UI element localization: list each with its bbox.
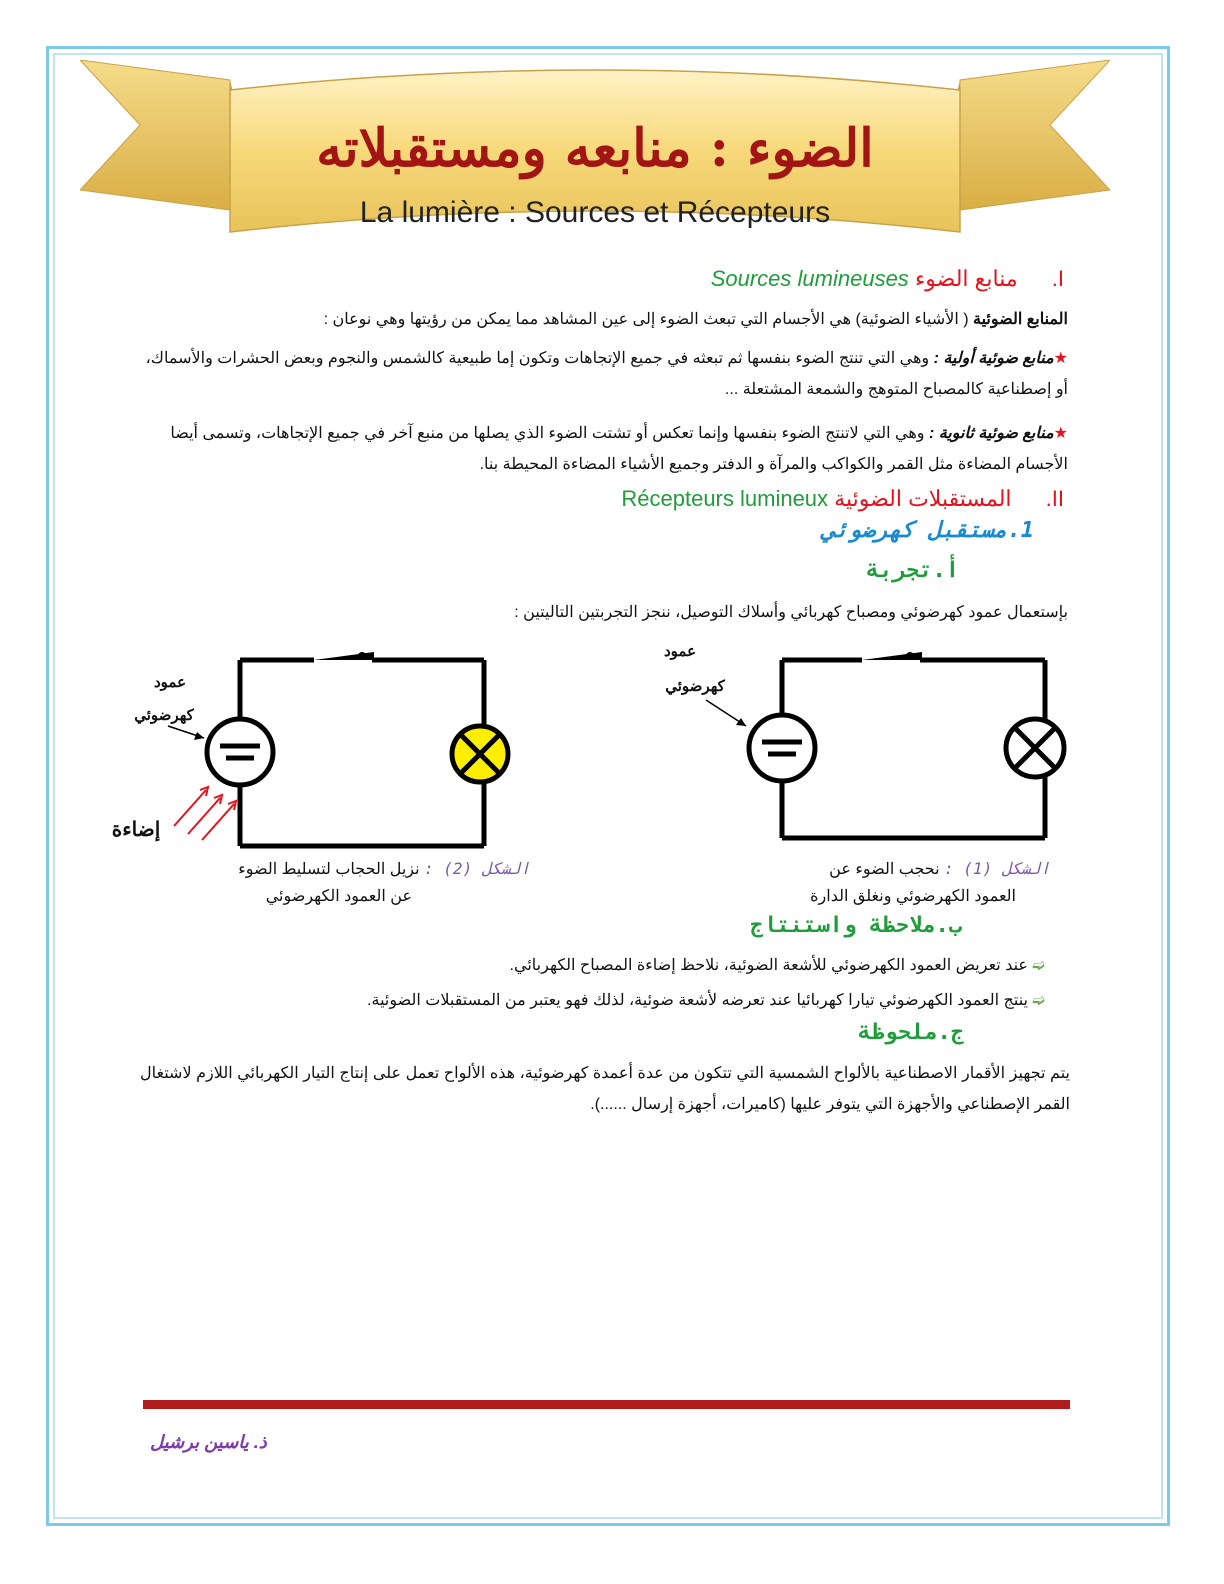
observation-2-text: ينتج العمود الكهرضوئي تيارا كهربائيا عند تعرضه لأشعة ضوئية، لذلك فهو يعتبر من المستقبلات الضوئية. xyxy=(367,992,1028,1009)
photocell-symbol xyxy=(207,719,273,785)
section2-heading xyxy=(364,486,1064,512)
footer-divider xyxy=(143,1400,1070,1409)
fig2-caption xyxy=(150,855,530,910)
check-arrow-icon: ➫ xyxy=(1032,992,1045,1009)
fig2-photocell-label-1: عمود xyxy=(153,674,187,691)
fig2-caption-text2: عن العمود الكهرضوئي xyxy=(265,888,412,905)
section2-title-fr: Récepteurs lumineux xyxy=(621,486,829,511)
light-rays-icon xyxy=(174,787,236,840)
light-label: إضاءة xyxy=(111,819,161,841)
section2-title-ar: المستقبلات الضوئية xyxy=(834,486,1012,511)
lamp-on-icon xyxy=(452,726,508,782)
page-title-arabic: الضوء : منابعه ومستقبلاته xyxy=(316,118,874,179)
fig2-photocell-label-2: كهرضوئي xyxy=(134,707,194,724)
fig2-caption-text1: نزيل الحجاب لتسليط الضوء xyxy=(238,861,425,878)
section2-number: II. xyxy=(1045,486,1064,511)
check-arrow-icon: ➫ xyxy=(1032,957,1045,974)
fig1-caption-label: الشكل (1) : xyxy=(944,859,1050,878)
primary-sources-paragraph xyxy=(140,343,1068,405)
subsection-experiment: أ.تجربة xyxy=(866,558,959,583)
intro-term: المنابع الضوئية xyxy=(972,311,1068,328)
primary-sources-label: منابع ضوئية أولية : xyxy=(933,350,1054,367)
fig1-photocell-label-1: عمود xyxy=(663,643,697,660)
fig1-caption-text1: نحجب الضوء عن xyxy=(829,861,945,878)
fig1-caption xyxy=(740,855,1050,910)
observation-1 xyxy=(140,950,1045,981)
circuit-figure-1 xyxy=(640,640,1080,850)
observation-1-text: عند تعريض العمود الكهرضوئي للأشعة الضوئية، نلاحظ إضاءة المصباح الكهربائي. xyxy=(509,957,1028,974)
intro-text: ( الأشياء الضوئية) هي الأجسام التي تبعث الضوء إلى عين المشاهد مما يمكن من رؤيتها وهي نوعان : xyxy=(323,311,973,328)
note-text: يتم تجهيز الأقمار الاصطناعية بالألواح الشمسية التي تتكون من عدة أعمدة كهرضوئية، هذه الألواح تعمل على إنتاج التيار الكهربائي اللازم لاشتغال القمر الإصطناعي والأجهزة التي يتوفر عليها (كاميرات، أجهزة إرسال ......). xyxy=(140,1065,1070,1113)
section1-title-ar: منابع الضوء xyxy=(914,266,1018,291)
observation-2 xyxy=(140,985,1045,1016)
subsection-note: ج.ملحوظة xyxy=(858,1020,964,1045)
star-icon: ★ xyxy=(1053,350,1068,367)
primary-sources-text: وهي التي تنتج الضوء بنفسها ثم تبعثه في جميع الإتجاهات وتكون إما طبيعية كالشمس والنجوم وبعض الحشرات والأسماك، أو إصطناعية كالمصباح المتوهج والشمعة المشتعلة ... xyxy=(145,350,1068,398)
secondary-sources-label: منابع ضوئية ثانوية : xyxy=(928,425,1054,442)
star-icon: ★ xyxy=(1053,425,1068,442)
fig1-caption-text2: العمود الكهرضوئي ونغلق الدارة xyxy=(810,888,1016,905)
fig2-caption-label: الشكل (2) : xyxy=(424,859,530,878)
subsection-photocell: 1.مستقبل كهرضوئي xyxy=(822,518,1034,543)
lamp-off-icon xyxy=(1006,719,1064,777)
author-name: ذ. ياسين برشيل xyxy=(150,1432,267,1452)
fig1-photocell-label-2: كهرضوئي xyxy=(665,678,725,695)
section1-intro xyxy=(140,304,1068,335)
section1-heading xyxy=(464,266,1064,292)
secondary-sources-text: وهي التي لاتنتج الضوء بنفسها وإنما تعكس أو تشتت الضوء الذي يصلها من منبع آخر في جميع الإتجاهات، وتسمى أيضا الأجسام المضاءة مثل القمر والكواكب والمرآة و الدفتر وجميع الأشياء المضاءة المحيطة بنا. xyxy=(170,425,1068,473)
page-title-french: La lumière : Sources et Récepteurs xyxy=(359,196,831,229)
secondary-sources-paragraph xyxy=(140,418,1068,480)
experiment-text: بإستعمال عمود كهرضوئي ومصباح كهربائي وأسلاك التوصيل، ننجز التجربتين التاليتين : xyxy=(514,604,1068,621)
section1-title-fr: Sources lumineuses xyxy=(710,266,909,291)
subsection-observation: ب.ملاحظة واستنتاج xyxy=(750,913,962,938)
section1-number: I. xyxy=(1051,266,1064,291)
photocell-symbol xyxy=(749,715,815,781)
